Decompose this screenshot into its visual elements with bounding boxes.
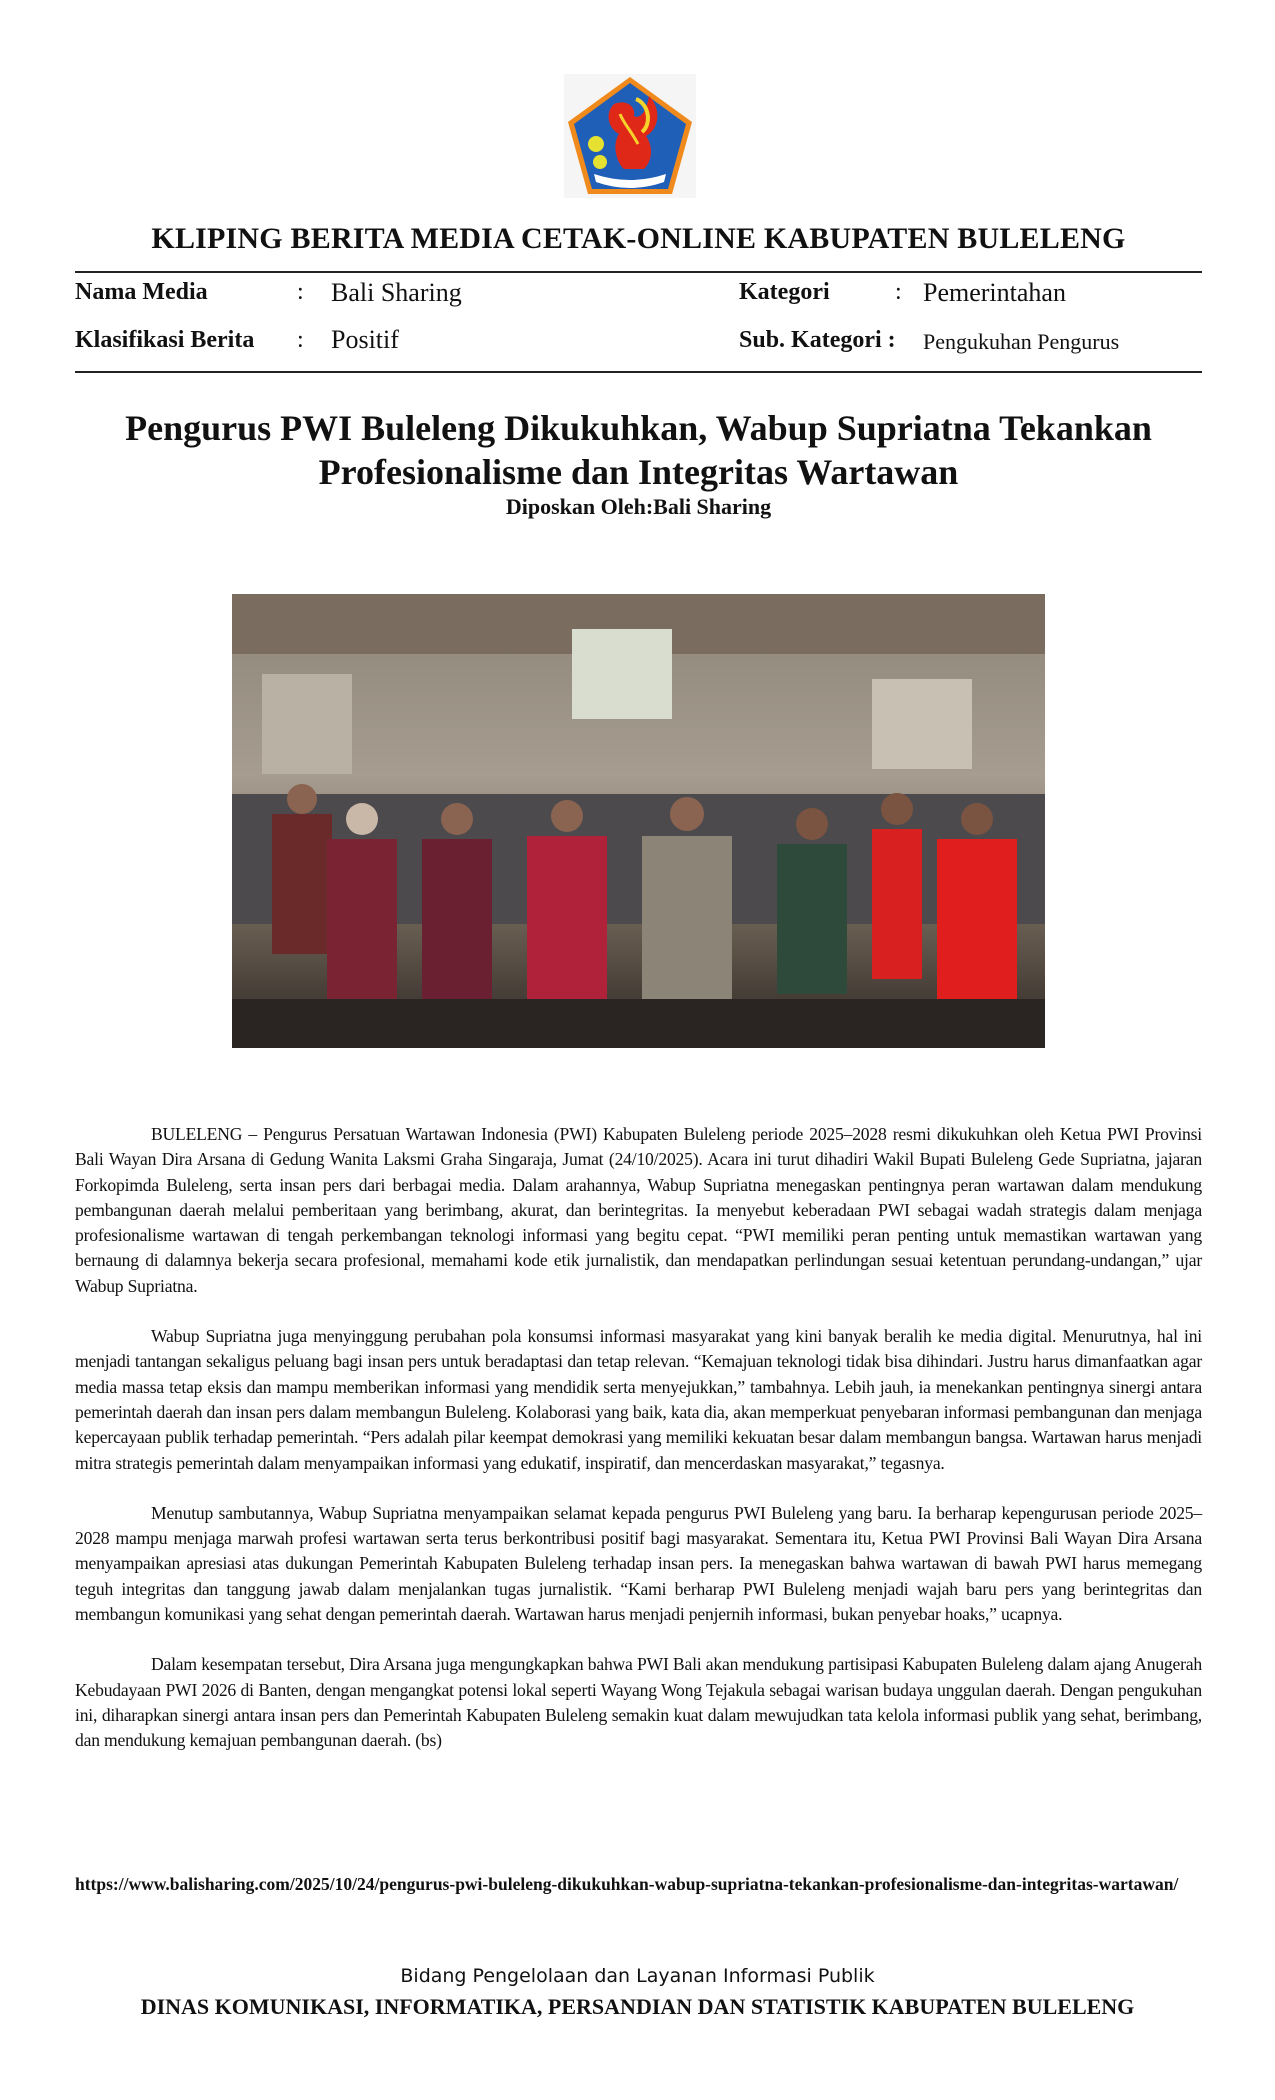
footer-agency: DINAS KOMUNIKASI, INFORMATIKA, PERSANDIAN DAN STATISTIK KABUPATEN BULELENG: [140, 1994, 1135, 2019]
colon: :: [297, 279, 304, 305]
article-paragraph: Menutup sambutannya, Wabup Supriatna menyampaikan selamat kepada pengurus PWI Buleleng yang baru. Ia berharap kepengurusan periode 2025–2028 mampu menjaga marwah profesi wartawan serta terus berkontribusi positif bagi masyarakat. Sementara itu, Ketua PWI Provinsi Bali Wayan Dira Arsana menyampaikan apresiasi atas dukungan Pemerintah Kabupaten Buleleng terhadap insan pers. Ia menegaskan bahwa wartawan di bawah PWI harus memegang teguh integritas dan tanggung jawab dalam menjalankan tugas jurnalistik. “Kami berharap PWI Buleleng menjadi wajah baru pers yang berintegritas dan membangun komunikasi yang sehat dengan pemerintah daerah. Wartawan harus menjadi penjernih informasi, bukan penyebar hoaks,” ucapnya.: [75, 1502, 1202, 1625]
headline-line: Profesionalisme dan Integritas Wartawan: [318, 452, 959, 492]
kategori-label: Kategori: [739, 279, 830, 305]
divider: [75, 371, 1202, 373]
klasifikasi-value: Positif: [331, 325, 399, 354]
nama-media-label: Nama Media: [75, 279, 208, 305]
document-title: KLIPING BERITA MEDIA CETAK-ONLINE KABUPATEN BULELENG: [151, 222, 1126, 255]
kategori-value: Pemerintahan: [923, 278, 1066, 307]
article-headline: [75, 406, 1202, 494]
colon: :: [895, 279, 902, 305]
divider: [75, 271, 1202, 273]
headline-line: Pengurus PWI Buleleng Dikukuhkan, Wabup Supriatna Tekankan: [125, 408, 1152, 448]
sub-kategori-value: Pengukuhan Pengurus: [923, 329, 1120, 354]
article-paragraph: Wabup Supriatna juga menyinggung perubahan pola konsumsi informasi masyarakat yang kini banyak beralih ke media digital. Menurutnya, hal ini menjadi tantangan sekaligus peluang bagi insan pers untuk beradaptasi dan tetap relevan. “Kemajuan teknologi tidak bisa dihindari. Justru harus dimanfaatkan agar media massa tetap eksis dan mampu memberikan informasi yang mendidik serta menyejukkan,” tambahnya. Lebih jauh, ia menekankan pentingnya sinergi antara pemerintah daerah dan insan pers dalam membangun Buleleng. Kolaborasi yang baik, kata dia, akan memperkuat penyebaran informasi pembangunan dan menjaga kepercayaan publik terhadap pemerintah. “Pers adalah pilar keempat demokrasi yang memiliki kekuatan besar dalam membangun bangsa. Wartawan harus menjadi mitra strategis pemerintah dalam menyampaikan informasi yang edukatif, inspiratif, dan mencerdaskan masyarakat,” tegasnya.: [75, 1326, 1202, 1473]
klasifikasi-label: Klasifikasi Berita: [75, 327, 255, 353]
colon: :: [297, 327, 304, 353]
article-body: [75, 1122, 1202, 1779]
article-photo: [232, 594, 1045, 1048]
sub-kategori-label: Sub. Kategori :: [739, 327, 896, 353]
article-paragraph: Dalam kesempatan tersebut, Dira Arsana juga mengungkapkan bahwa PWI Bali akan mendukung partisipasi Kabupaten Buleleng dalam ajang Anugerah Kebudayaan PWI 2026 di Banten, dengan mengangkat potensi lokal seperti Wayang Wong Tejakula sebagai warisan budaya unggulan daerah. Dengan pengukuhan ini, diharapkan sinergi antara insan pers dan Pemerintah Kabupaten Buleleng semakin kuat dalam mewujudkan tata kelola informasi publik yang sehat, berimbang, dan mendukung kemajuan pembangunan daerah. (bs): [75, 1654, 1202, 1751]
source-url-link[interactable]: https://www.balisharing.com/2025/10/24/pengurus-pwi-buleleng-dikukuhkan-wabup-supriatna-tekankan-profesionalisme-dan-integritas-wartawan/: [75, 1874, 1179, 1894]
buleleng-emblem-logo: [564, 74, 696, 198]
article-paragraph: BULELENG – Pengurus Persatuan Wartawan Indonesia (PWI) Kabupaten Buleleng periode 2025–2028 resmi dikukuhkan oleh Ketua PWI Provinsi Bali Wayan Dira Arsana di Gedung Wanita Laksmi Graha Singaraja, Jumat (24/10/2025). Acara ini turut dihadiri Wakil Bupati Buleleng Gede Supriatna, jajaran Forkopimda Buleleng, serta insan pers dari berbagai media. Dalam arahannya, Wabup Supriatna menegaskan pentingnya peran wartawan dalam mendukung pembangunan daerah melalui pemberitaan yang berimbang, akurat, dan berintegritas. Ia menyebut keberadaan PWI sebagai wadah strategis dalam menjaga profesionalisme wartawan di tengah perkembangan teknologi informasi yang begitu cepat. “PWI memiliki peran penting untuk memastikan wartawan yang bernaung di dalamnya bekerja secara profesional, memahami kode etik jurnalistik, dan mendapatkan perlindungan sesuai ketentuan perundang-undangan,” ujar Wabup Supriatna.: [75, 1124, 1202, 1296]
article-byline: Diposkan Oleh:Bali Sharing: [505, 494, 772, 519]
nama-media-value: Bali Sharing: [331, 278, 462, 307]
footer-division: Bidang Pengelolaan dan Layanan Informasi Publik: [400, 1965, 875, 1987]
